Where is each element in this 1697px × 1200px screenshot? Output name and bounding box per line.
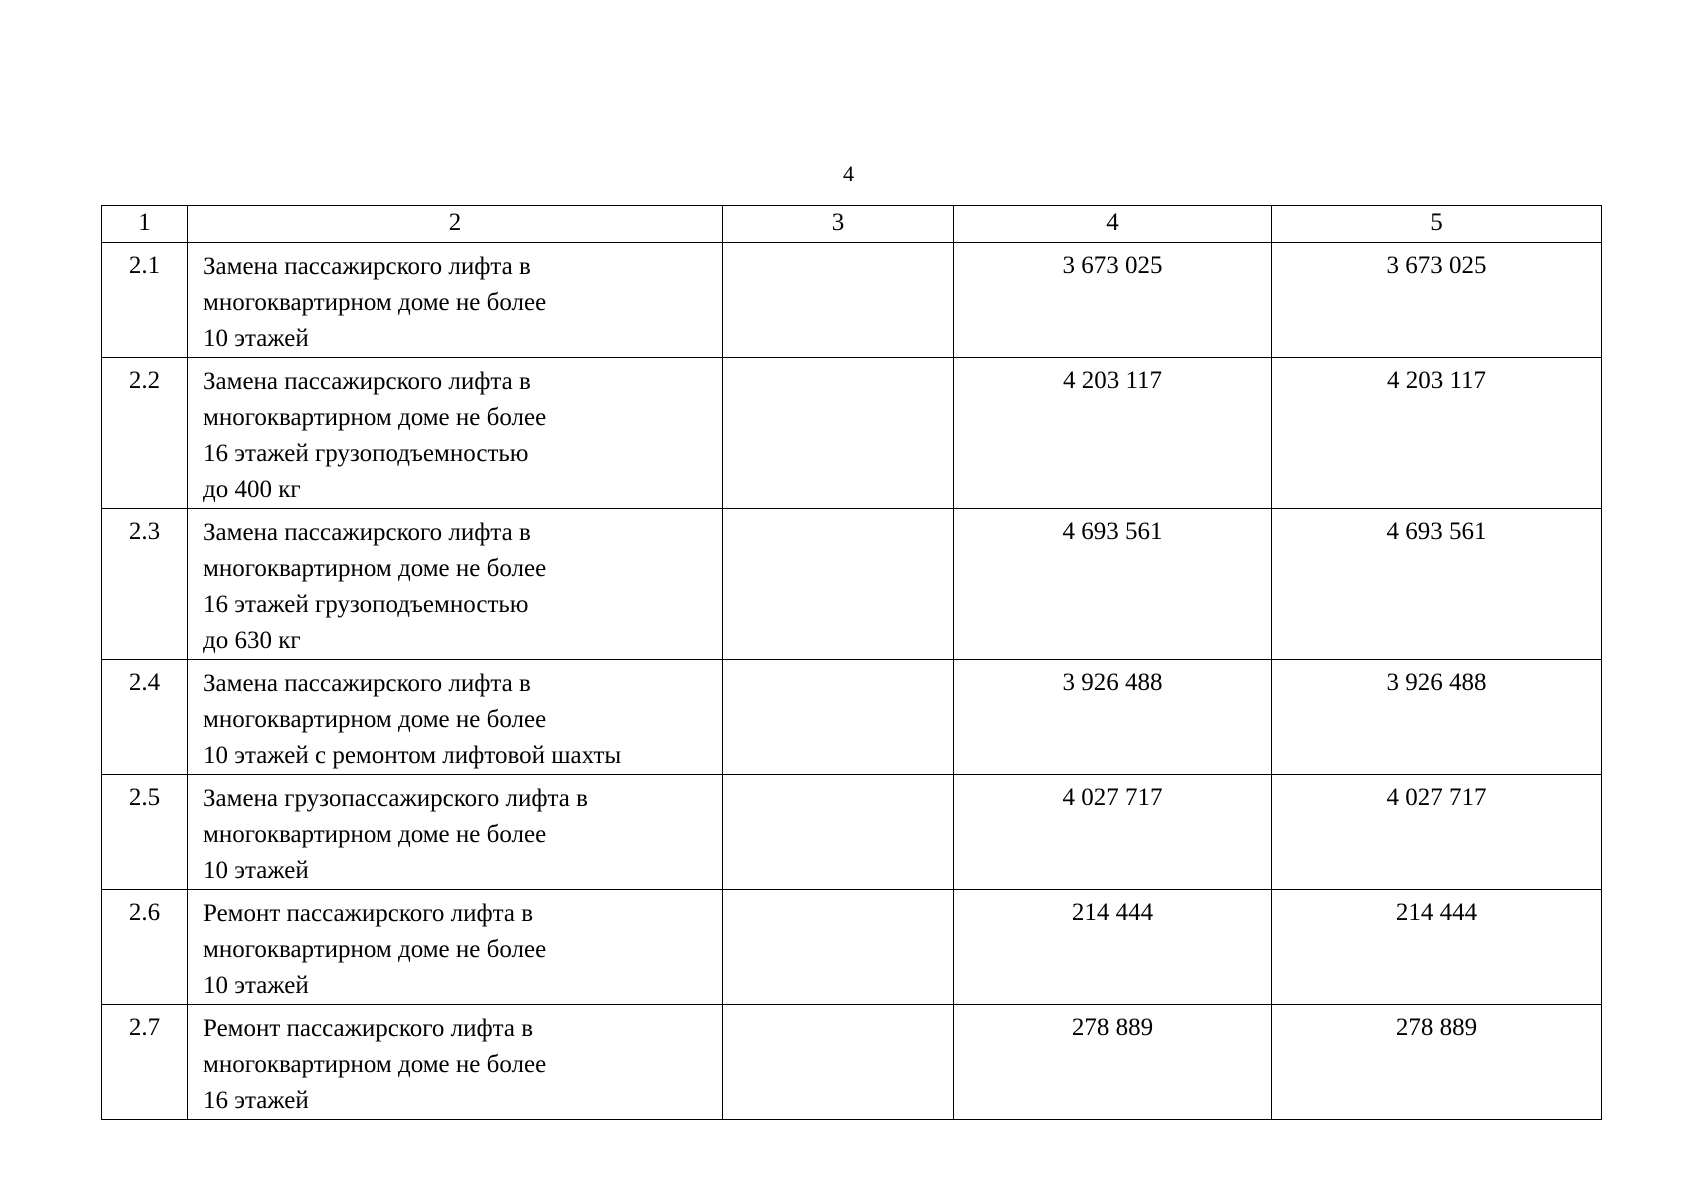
row-col4-value: 3 926 488 [954, 660, 1272, 775]
table-row [102, 890, 1602, 1005]
description-line: до 400 кг [203, 476, 301, 503]
table-row [102, 358, 1602, 509]
row-col4-value: 4 027 717 [954, 775, 1272, 890]
row-col5-value: 4 027 717 [1272, 775, 1602, 890]
row-description [188, 358, 723, 509]
row-col4-value: 214 444 [954, 890, 1272, 1005]
row-number: 2.5 [102, 775, 188, 890]
table-row [102, 660, 1602, 775]
description-line: 16 этажей грузоподъемностью [203, 591, 529, 618]
description-line: многоквартирном доме не более [203, 1051, 547, 1078]
description-line: 10 этажей [203, 857, 309, 884]
description-line: Замена пассажирского лифта в [203, 670, 531, 697]
description-line: Замена пассажирского лифта в [203, 368, 531, 395]
description-line: многоквартирном доме не более [203, 404, 547, 431]
row-description [188, 509, 723, 660]
description-line: 10 этажей [203, 972, 309, 999]
row-col5-value: 4 203 117 [1272, 358, 1602, 509]
description-line: многоквартирном доме не более [203, 555, 547, 582]
description-line: Замена пассажирского лифта в [203, 253, 531, 280]
row-description [188, 243, 723, 358]
row-col3-value [723, 1005, 954, 1120]
description-line: 10 этажей с ремонтом лифтовой шахты [203, 742, 622, 769]
row-number: 2.2 [102, 358, 188, 509]
table-row [102, 1005, 1602, 1120]
row-col5-value: 3 926 488 [1272, 660, 1602, 775]
cost-table [101, 205, 1602, 1120]
header-col-3: 3 [723, 206, 954, 243]
row-number: 2.7 [102, 1005, 188, 1120]
row-col5-value: 278 889 [1272, 1005, 1602, 1120]
row-description [188, 660, 723, 775]
row-col3-value [723, 509, 954, 660]
row-col5-value: 3 673 025 [1272, 243, 1602, 358]
description-line: до 630 кг [203, 627, 301, 654]
row-col5-value: 4 693 561 [1272, 509, 1602, 660]
row-description [188, 775, 723, 890]
header-col-4: 4 [954, 206, 1272, 243]
description-line: 16 этажей [203, 1087, 309, 1114]
row-description [188, 890, 723, 1005]
description-line: Ремонт пассажирского лифта в [203, 900, 534, 927]
header-col-5: 5 [1272, 206, 1602, 243]
row-number: 2.1 [102, 243, 188, 358]
header-col-2: 2 [188, 206, 723, 243]
row-number: 2.4 [102, 660, 188, 775]
header-col-1: 1 [102, 206, 188, 243]
description-line: многоквартирном доме не более [203, 821, 547, 848]
description-line: 10 этажей [203, 325, 309, 352]
table-row [102, 509, 1602, 660]
table-row [102, 775, 1602, 890]
row-description [188, 1005, 723, 1120]
description-line: Ремонт пассажирского лифта в [203, 1015, 534, 1042]
row-col4-value: 3 673 025 [954, 243, 1272, 358]
table-header-row [102, 206, 1602, 243]
description-line: Замена грузопассажирского лифта в [203, 785, 588, 812]
description-line: Замена пассажирского лифта в [203, 519, 531, 546]
row-number: 2.6 [102, 890, 188, 1005]
table-row [102, 243, 1602, 358]
row-col3-value [723, 890, 954, 1005]
row-col3-value [723, 775, 954, 890]
row-col3-value [723, 358, 954, 509]
description-line: 16 этажей грузоподъемностью [203, 440, 529, 467]
page-number: 4 [843, 161, 854, 186]
row-col3-value [723, 243, 954, 358]
row-col5-value: 214 444 [1272, 890, 1602, 1005]
description-line: многоквартирном доме не более [203, 706, 547, 733]
row-number: 2.3 [102, 509, 188, 660]
row-col4-value: 278 889 [954, 1005, 1272, 1120]
row-col4-value: 4 693 561 [954, 509, 1272, 660]
row-col4-value: 4 203 117 [954, 358, 1272, 509]
description-line: многоквартирном доме не более [203, 289, 547, 316]
row-col3-value [723, 660, 954, 775]
description-line: многоквартирном доме не более [203, 936, 547, 963]
